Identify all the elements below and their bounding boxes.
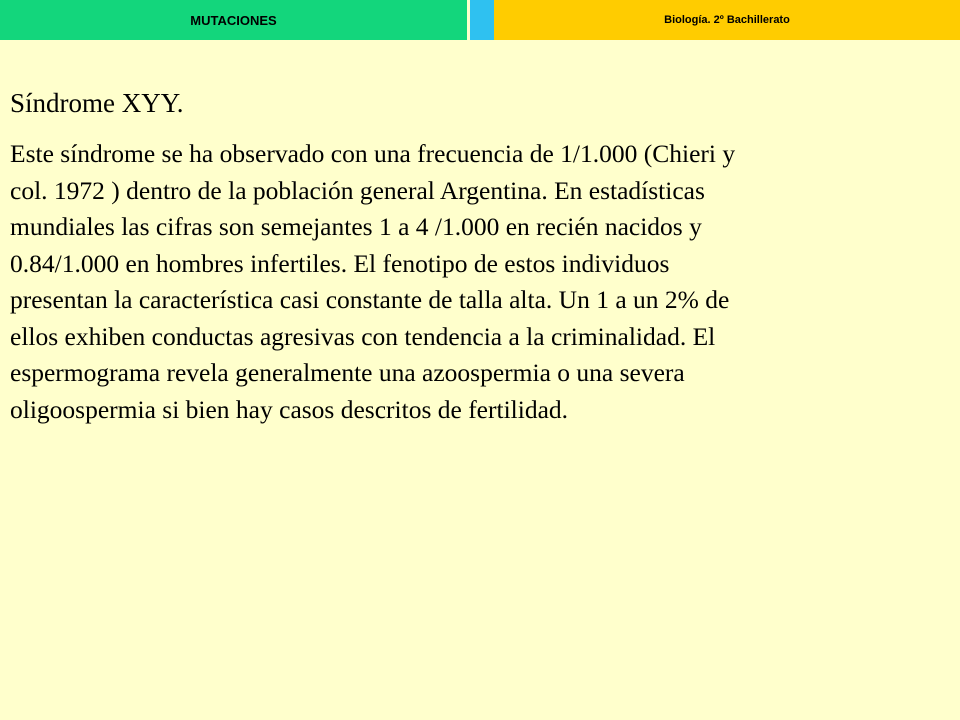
body-line: 0.84/1.000 en hombres infertiles. El fenotipo de estos individuos xyxy=(10,248,670,278)
body-line: mundiales las cifras son semejantes 1 a 4 /1.000 en recién nacidos y xyxy=(10,212,702,241)
header-bar xyxy=(0,0,960,40)
body-line: espermograma revela generalmente una azoospermia o una severa xyxy=(10,358,685,387)
header-left-band xyxy=(0,0,467,40)
header-title: MUTACIONES xyxy=(190,12,277,28)
body-line: Este síndrome se ha observado con una frecuencia de 1/1.000 (Chieri y xyxy=(10,139,736,168)
body-line: oligoospermia si bien hay casos descritos de fertilidad. xyxy=(10,394,569,424)
header-course-label: Biología. 2º Bachillerato xyxy=(664,14,790,26)
body-line: ellos exhiben conductas agresivas con tendencia a la criminalidad. El xyxy=(10,321,716,351)
body-line: col. 1972 ) dentro de la población general Argentina. En estadísticas xyxy=(10,175,705,205)
body-line: presentan la característica casi constante de talla alta. Un 1 a un 2% de xyxy=(10,285,730,314)
header-right-band xyxy=(494,0,960,40)
slide-content xyxy=(10,86,910,428)
header-middle-band xyxy=(470,0,494,40)
slide-title: Síndrome XYY. xyxy=(10,88,184,118)
slide-body-text xyxy=(10,136,905,428)
